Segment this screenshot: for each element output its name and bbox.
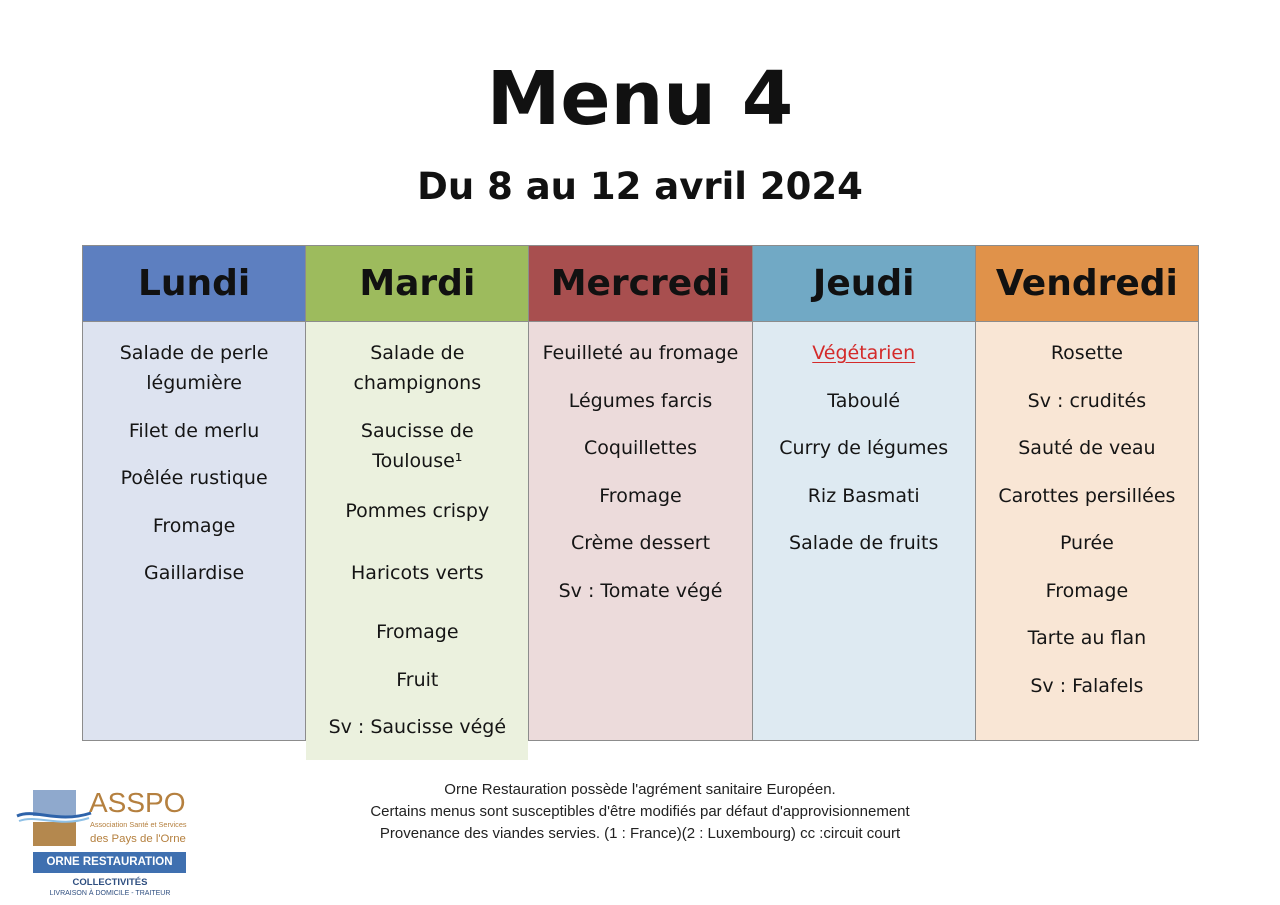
menu-item-mardi-6: Fruit xyxy=(396,668,439,691)
menu-item-mardi-5: Fromage xyxy=(376,621,459,643)
day-column-lundi xyxy=(83,246,305,740)
menu-item-mercredi-1: Feuilleté au fromage xyxy=(542,342,739,364)
menu-item-vendredi-1: Rosette xyxy=(1050,342,1123,364)
menu-item-jeudi-5: Salade de fruits xyxy=(789,532,939,554)
menu-item-mercredi-4: Fromage xyxy=(599,484,682,507)
logo-wordmark: ASSPO xyxy=(89,787,186,818)
day-header-lundi: Lundi xyxy=(83,246,305,322)
day-body-mercredi xyxy=(529,322,751,740)
footer-line-changes: Certains menus sont susceptibles d'être modifiés par défaut d'approvisionnement xyxy=(370,803,910,820)
menu-item-lundi-3: Poêlée rustique xyxy=(120,467,268,489)
menu-item-lundi-4: Fromage xyxy=(152,514,236,537)
menu-item-jeudi-4: Riz Basmati xyxy=(807,484,920,507)
logo-region: des Pays de l'Orne xyxy=(90,833,186,845)
day-column-jeudi xyxy=(752,246,975,740)
asspo-logo-icon xyxy=(15,787,95,849)
menu-item-mardi-7: Sv : Saucisse végé xyxy=(328,716,507,738)
menu-item-vendredi-8: Sv : Falafels xyxy=(1030,674,1144,697)
menu-item-vendredi-5: Purée xyxy=(1059,532,1114,554)
day-header-mercredi: Mercredi xyxy=(529,246,751,322)
logo-band: ORNE RESTAURATION xyxy=(33,852,186,873)
footer-line-origin: Provenance des viandes servies. (1 : France)(2 : Luxembourg) cc :circuit court xyxy=(379,825,901,842)
menu-item-jeudi-1 xyxy=(759,338,969,368)
day-header-vendredi: Vendredi xyxy=(976,246,1198,322)
asspo-logo xyxy=(0,780,200,902)
menu-item-vendredi-3: Sauté de veau xyxy=(1018,437,1156,459)
footer-line-hygiene: Orne Restauration possède l'agrément sanitaire Européen. xyxy=(444,781,836,798)
day-body-jeudi xyxy=(753,322,975,740)
menu-item-vendredi-4: Carottes persillées xyxy=(998,484,1176,507)
weekly-menu-table xyxy=(82,245,1199,741)
menu-item-vendredi-7: Tarte au flan xyxy=(1027,627,1147,649)
menu-item-mardi-1: Salade de champignons xyxy=(353,342,482,394)
menu-item-lundi-1: Salade de perle légumière xyxy=(119,342,269,394)
day-body-lundi xyxy=(83,322,305,740)
footer-notes xyxy=(240,779,1040,845)
day-column-mercredi xyxy=(528,246,751,740)
day-body-mardi xyxy=(306,322,528,760)
logo-collectivites: COLLECTIVITÉS xyxy=(72,877,148,888)
menu-item-mercredi-2: Légumes farcis xyxy=(568,389,713,412)
menu-item-lundi-2: Filet de merlu xyxy=(128,419,260,442)
menu-item-vendredi-6: Fromage xyxy=(1045,579,1129,602)
menu-item-mardi-2: Saucisse de Toulouse¹ xyxy=(360,419,474,472)
day-column-vendredi xyxy=(975,246,1198,740)
logo-tagline: Association Santé et Services xyxy=(90,820,187,829)
menu-date-range: Du 8 au 12 avril 2024 xyxy=(417,165,863,208)
menu-item-vendredi-2: Sv : crudités xyxy=(1027,389,1147,412)
day-header-jeudi: Jeudi xyxy=(753,246,975,322)
menu-item-jeudi-3: Curry de légumes xyxy=(779,437,949,459)
logo-services: LIVRAISON À DOMICILE - TRAITEUR xyxy=(49,890,171,897)
menu-item-mercredi-3: Coquillettes xyxy=(584,437,698,459)
vegetarian-label: Végétarien xyxy=(812,342,916,364)
menu-item-mardi-3: Pommes crispy xyxy=(345,500,490,522)
menu-item-jeudi-2: Taboulé xyxy=(827,389,901,412)
day-column-mardi xyxy=(305,246,528,740)
menu-item-mercredi-6: Sv : Tomate végé xyxy=(558,579,723,602)
menu-item-mercredi-5: Crème dessert xyxy=(570,532,711,554)
day-header-mardi: Mardi xyxy=(306,246,528,322)
menu-title: Menu 4 xyxy=(486,56,794,142)
menu-item-lundi-5: Gaillardise xyxy=(143,562,245,584)
menu-item-mardi-4: Haricots verts xyxy=(351,561,484,584)
day-body-vendredi xyxy=(976,322,1198,740)
